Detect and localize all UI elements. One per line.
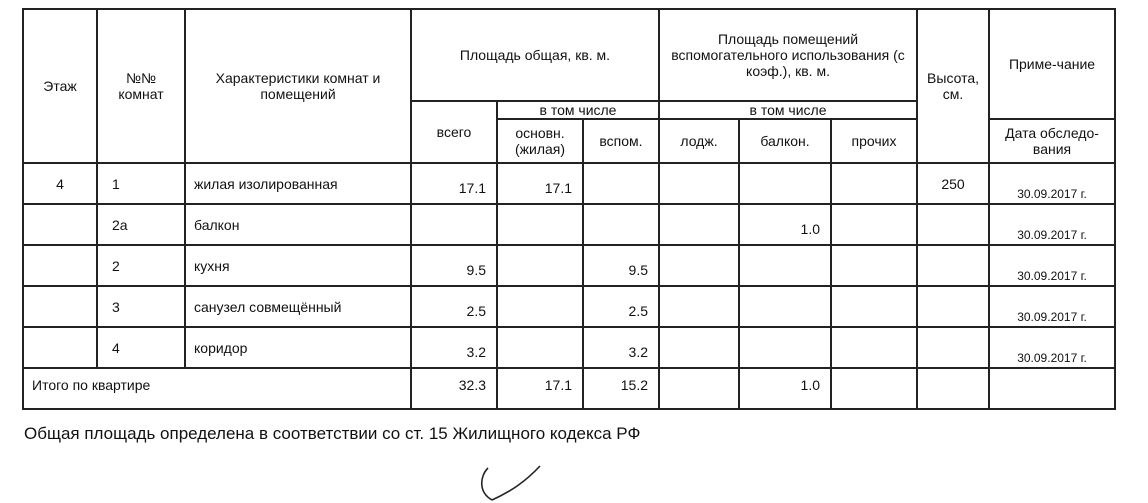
cell-other: [831, 327, 917, 368]
totals-date: [989, 368, 1115, 409]
cell-balcony: [739, 245, 831, 286]
cell-height: [917, 245, 989, 286]
cell-area-total: 9.5: [411, 245, 497, 286]
header-balcony: балкон.: [739, 119, 831, 163]
signature-mark: [470, 462, 590, 503]
cell-area-total: 2.5: [411, 286, 497, 327]
table-row: [23, 327, 1115, 368]
cell-floor: [23, 204, 97, 245]
header-aux-area: Площадь помещений вспомогательного использования (с коэф.), кв. м.: [659, 9, 917, 101]
cell-loggia: [659, 163, 739, 204]
cell-room: 3: [97, 286, 185, 327]
cell-height: 250: [917, 163, 989, 204]
header-inspection-date: Дата обследо-вания: [989, 119, 1115, 163]
cell-date: 30.09.2017 г.: [989, 286, 1115, 327]
header-auxiliary: вспом.: [583, 119, 659, 163]
cell-date: 30.09.2017 г.: [989, 327, 1115, 368]
cell-other: [831, 204, 917, 245]
cell-height: [917, 204, 989, 245]
cell-balcony: [739, 327, 831, 368]
table-row: [23, 245, 1115, 286]
cell-area-aux: 9.5: [583, 245, 659, 286]
cell-area-total: 3.2: [411, 327, 497, 368]
header-including-area: в том числе: [497, 101, 659, 119]
table-row: [23, 286, 1115, 327]
cell-loggia: [659, 245, 739, 286]
cell-area-aux: [583, 204, 659, 245]
cell-description: балкон: [185, 204, 411, 245]
header-area-all: всего: [411, 101, 497, 163]
header-room-number: №№ комнат: [97, 9, 185, 163]
cell-floor: [23, 245, 97, 286]
cell-other: [831, 286, 917, 327]
cell-loggia: [659, 204, 739, 245]
cell-area-total: [411, 204, 497, 245]
header-loggia: лодж.: [659, 119, 739, 163]
totals-balcony: 1.0: [739, 368, 831, 409]
cell-description: санузел совмещённый: [185, 286, 411, 327]
totals-label: Итого по квартире: [23, 368, 411, 409]
cell-area-main: [497, 327, 583, 368]
header-other: прочих: [831, 119, 917, 163]
header-floor: Этаж: [23, 9, 97, 163]
header-note: Приме-чание: [989, 9, 1115, 119]
totals-area-main: 17.1: [497, 368, 583, 409]
cell-area-total: 17.1: [411, 163, 497, 204]
cell-area-main: [497, 204, 583, 245]
totals-height: [917, 368, 989, 409]
cell-loggia: [659, 286, 739, 327]
totals-loggia: [659, 368, 739, 409]
totals-area-total: 32.3: [411, 368, 497, 409]
cell-area-aux: 3.2: [583, 327, 659, 368]
cell-room: 4: [97, 327, 185, 368]
cell-balcony: [739, 163, 831, 204]
cell-room: 2: [97, 245, 185, 286]
table-row: [23, 163, 1115, 204]
cell-height: [917, 327, 989, 368]
cell-room: 1: [97, 163, 185, 204]
cell-other: [831, 163, 917, 204]
cell-description: коридор: [185, 327, 411, 368]
cell-floor: [23, 327, 97, 368]
cell-area-aux: [583, 163, 659, 204]
header-including-aux: в том числе: [659, 101, 917, 119]
cell-area-main: [497, 245, 583, 286]
cell-description: жилая изолированная: [185, 163, 411, 204]
header-characteristics: Характеристики комнат и помещений: [185, 9, 411, 163]
floor-plan-table: [22, 8, 1116, 410]
header-area-total: Площадь общая, кв. м.: [411, 9, 659, 101]
header-height: Высота, см.: [917, 9, 989, 163]
totals-row: [23, 368, 1115, 409]
cell-area-main: 17.1: [497, 163, 583, 204]
cell-room: 2а: [97, 204, 185, 245]
cell-date: 30.09.2017 г.: [989, 245, 1115, 286]
totals-other: [831, 368, 917, 409]
totals-area-aux: 15.2: [583, 368, 659, 409]
cell-description: кухня: [185, 245, 411, 286]
cell-date: 30.09.2017 г.: [989, 204, 1115, 245]
cell-floor: [23, 286, 97, 327]
header-main-living: основн. (жилая): [497, 119, 583, 163]
table-row: [23, 204, 1115, 245]
cell-balcony: [739, 286, 831, 327]
cell-other: [831, 245, 917, 286]
cell-loggia: [659, 327, 739, 368]
cell-height: [917, 286, 989, 327]
cell-balcony: 1.0: [739, 204, 831, 245]
cell-area-aux: 2.5: [583, 286, 659, 327]
cell-date: 30.09.2017 г.: [989, 163, 1115, 204]
area-footnote: Общая площадь определена в соответствии со ст. 15 Жилищного кодекса РФ: [24, 424, 641, 443]
cell-floor: 4: [23, 163, 97, 204]
cell-area-main: [497, 286, 583, 327]
